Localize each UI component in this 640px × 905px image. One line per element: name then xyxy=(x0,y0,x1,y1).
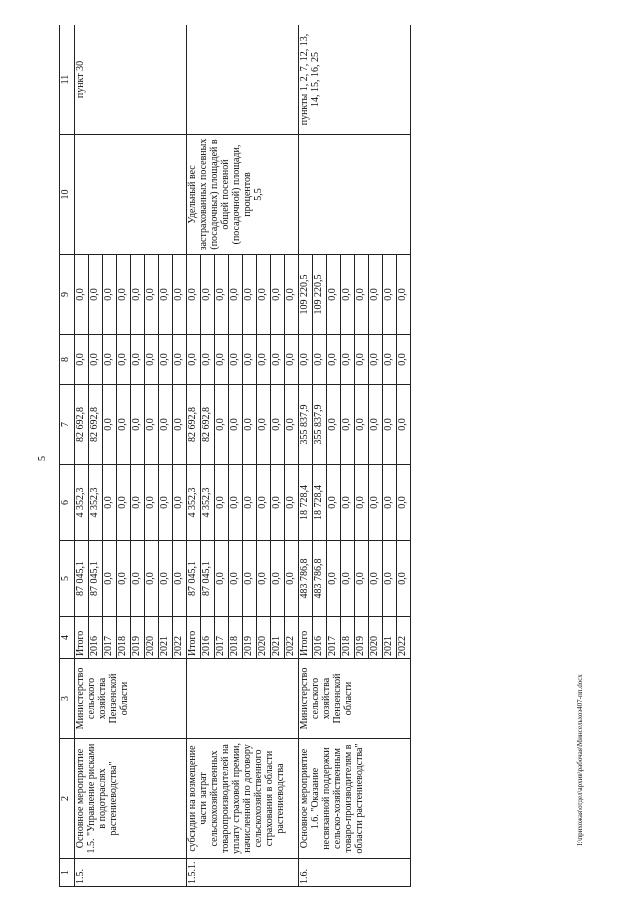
amount-cell: 0,0 xyxy=(229,541,243,617)
amount-cell: 0,0 xyxy=(341,385,355,465)
amount-cell: 0,0 xyxy=(103,541,117,617)
header-cell: 5 xyxy=(60,541,75,617)
header-cell: 11 xyxy=(60,25,75,135)
year-cell: 2019 xyxy=(131,617,145,659)
year-cell: Итого xyxy=(299,617,313,659)
amount-cell: 0,0 xyxy=(215,335,229,385)
table-wrapper xyxy=(59,25,627,887)
indicator-cell xyxy=(299,135,411,255)
amount-cell: 0,0 xyxy=(383,465,397,541)
amount-cell: 0,0 xyxy=(271,255,285,335)
executor: Министерство сельского хозяйства Пензенской области xyxy=(75,659,187,739)
year-cell: 2019 xyxy=(243,617,257,659)
amount-cell: 355 837,9 xyxy=(299,385,313,465)
amount-cell: 0,0 xyxy=(327,255,341,335)
amount-cell: 0,0 xyxy=(145,335,159,385)
amount-cell: 0,0 xyxy=(285,465,299,541)
amount-cell: 0,0 xyxy=(369,465,383,541)
header-cell: 1 xyxy=(60,859,75,887)
year-cell: 2022 xyxy=(397,617,411,659)
executor: Министерство сельского хозяйства Пензенской области xyxy=(299,659,411,739)
amount-cell: 0,0 xyxy=(145,541,159,617)
amount-cell: 87 045,1 xyxy=(187,541,201,617)
header-row xyxy=(60,25,75,887)
header-cell: 8 xyxy=(60,335,75,385)
amount-cell: 0,0 xyxy=(103,255,117,335)
year-cell: 2016 xyxy=(201,617,215,659)
amount-cell: 0,0 xyxy=(229,385,243,465)
amount-cell: 0,0 xyxy=(341,465,355,541)
year-cell: 2019 xyxy=(355,617,369,659)
amount-cell: 0,0 xyxy=(117,541,131,617)
amount-cell: 0,0 xyxy=(285,335,299,385)
amount-cell: 4 352,3 xyxy=(89,465,103,541)
amount-cell: 0,0 xyxy=(75,335,89,385)
amount-cell: 0,0 xyxy=(229,465,243,541)
amount-cell: 0,0 xyxy=(103,465,117,541)
row-code: 1.5. xyxy=(75,859,187,887)
amount-cell: 0,0 xyxy=(369,541,383,617)
amount-cell: 0,0 xyxy=(159,335,173,385)
amount-cell: 0,0 xyxy=(159,255,173,335)
amount-cell: 0,0 xyxy=(327,465,341,541)
indicator-cell xyxy=(75,135,187,255)
amount-cell: 0,0 xyxy=(369,385,383,465)
amount-cell: 0,0 xyxy=(75,255,89,335)
header-cell: 6 xyxy=(60,465,75,541)
year-cell: 2020 xyxy=(145,617,159,659)
table-row xyxy=(187,25,201,887)
indicator-value: 5,5 xyxy=(253,188,264,201)
amount-cell: 0,0 xyxy=(145,385,159,465)
amount-cell: 0,0 xyxy=(201,255,215,335)
amount-cell: 0,0 xyxy=(313,335,327,385)
year-cell: 2017 xyxy=(215,617,229,659)
year-cell: Итого xyxy=(75,617,89,659)
row-code: 1.5.1. xyxy=(187,859,299,887)
indicator-cell xyxy=(187,135,299,255)
amount-cell: 0,0 xyxy=(131,385,145,465)
amount-cell: 0,0 xyxy=(327,335,341,385)
year-cell: 2017 xyxy=(103,617,117,659)
activity-name: субсидии на возмещение части затрат сельскохозяйственных товаропроизводителей на уплату страховой премии, начисленной по договору сельскохозяйственного страхования в области растениеводства xyxy=(187,739,299,859)
year-cell: 2021 xyxy=(271,617,285,659)
amount-cell: 0,0 xyxy=(159,541,173,617)
amount-cell: 0,0 xyxy=(271,335,285,385)
header-cell: 10 xyxy=(60,135,75,255)
amount-cell: 18 728,4 xyxy=(313,465,327,541)
amount-cell: 0,0 xyxy=(271,541,285,617)
amount-cell: 0,0 xyxy=(397,255,411,335)
table-body xyxy=(75,25,411,887)
table-row xyxy=(75,25,89,887)
amount-cell: 0,0 xyxy=(355,465,369,541)
program-table xyxy=(59,25,411,887)
header-cell: 4 xyxy=(60,617,75,659)
amount-cell: 0,0 xyxy=(117,255,131,335)
amount-cell: 0,0 xyxy=(341,541,355,617)
indicator-text: Удельный вес застрахованных посевных (посадочных) площадей в общей посевной (посадочной) площади, процентов xyxy=(187,138,253,251)
amount-cell: 0,0 xyxy=(327,541,341,617)
amount-cell: 0,0 xyxy=(243,541,257,617)
footer-file-path: I:\прихожая\отдел\архив\рабочая\Минсельхоз407-пп.docx xyxy=(576,674,584,846)
amount-cell: 0,0 xyxy=(243,335,257,385)
amount-cell: 4 352,3 xyxy=(75,465,89,541)
amount-cell: 0,0 xyxy=(145,465,159,541)
amount-cell: 0,0 xyxy=(145,255,159,335)
amount-cell: 0,0 xyxy=(383,335,397,385)
page-number: 5 xyxy=(37,456,48,461)
amount-cell: 87 045,1 xyxy=(75,541,89,617)
amount-cell: 0,0 xyxy=(89,335,103,385)
amount-cell: 109 220,5 xyxy=(299,255,313,335)
amount-cell: 0,0 xyxy=(173,385,187,465)
amount-cell: 0,0 xyxy=(397,541,411,617)
amount-cell: 0,0 xyxy=(215,255,229,335)
amount-cell: 0,0 xyxy=(201,335,215,385)
amount-cell: 0,0 xyxy=(243,385,257,465)
amount-cell: 82 692,8 xyxy=(75,385,89,465)
amount-cell: 0,0 xyxy=(229,335,243,385)
amount-cell: 0,0 xyxy=(187,335,201,385)
amount-cell: 0,0 xyxy=(355,255,369,335)
amount-cell: 87 045,1 xyxy=(89,541,103,617)
amount-cell: 0,0 xyxy=(173,335,187,385)
amount-cell: 0,0 xyxy=(369,335,383,385)
amount-cell: 0,0 xyxy=(383,385,397,465)
executor xyxy=(187,659,299,739)
activity-name: Основное мероприятие 1.5. "Управление рисками в подотраслях растениеводства" xyxy=(75,739,187,859)
amount-cell: 4 352,3 xyxy=(201,465,215,541)
amount-cell: 0,0 xyxy=(285,541,299,617)
amount-cell: 0,0 xyxy=(257,255,271,335)
year-cell: 2018 xyxy=(117,617,131,659)
amount-cell: 109 220,5 xyxy=(313,255,327,335)
amount-cell: 0,0 xyxy=(159,465,173,541)
amount-cell: 0,0 xyxy=(341,255,355,335)
note-cell xyxy=(187,25,299,135)
amount-cell: 0,0 xyxy=(117,335,131,385)
amount-cell: 0,0 xyxy=(397,385,411,465)
note-cell: пункт 30 xyxy=(75,25,187,135)
amount-cell: 0,0 xyxy=(173,465,187,541)
amount-cell: 0,0 xyxy=(215,541,229,617)
year-cell: 2017 xyxy=(327,617,341,659)
year-cell: 2016 xyxy=(313,617,327,659)
amount-cell: 0,0 xyxy=(285,255,299,335)
amount-cell: 0,0 xyxy=(173,541,187,617)
year-cell: 2016 xyxy=(89,617,103,659)
amount-cell: 0,0 xyxy=(369,255,383,335)
amount-cell: 0,0 xyxy=(117,465,131,541)
year-cell: 2018 xyxy=(229,617,243,659)
amount-cell: 0,0 xyxy=(131,541,145,617)
activity-name: Основное мероприятие 1.6. "Оказание несвязанной поддержки сельско-хозяйственным товаро-производителям в области растениеводства" xyxy=(299,739,411,859)
amount-cell: 0,0 xyxy=(285,385,299,465)
amount-cell: 0,0 xyxy=(341,335,355,385)
amount-cell: 0,0 xyxy=(243,255,257,335)
year-cell: 2021 xyxy=(383,617,397,659)
row-code: 1.6. xyxy=(299,859,411,887)
year-cell: 2021 xyxy=(159,617,173,659)
note-cell: пункты 1, 2, 7, 12, 13, 14, 15, 16, 25 xyxy=(299,25,411,135)
amount-cell: 0,0 xyxy=(103,335,117,385)
amount-cell: 0,0 xyxy=(327,385,341,465)
table-row xyxy=(299,25,313,887)
year-cell: 2022 xyxy=(173,617,187,659)
amount-cell: 483 786,8 xyxy=(299,541,313,617)
amount-cell: 0,0 xyxy=(173,255,187,335)
header-cell: 7 xyxy=(60,385,75,465)
year-cell: 2020 xyxy=(257,617,271,659)
header-cell: 2 xyxy=(60,739,75,859)
amount-cell: 4 352,3 xyxy=(187,465,201,541)
amount-cell: 82 692,8 xyxy=(89,385,103,465)
amount-cell: 0,0 xyxy=(257,465,271,541)
year-cell: 2020 xyxy=(369,617,383,659)
amount-cell: 0,0 xyxy=(299,335,313,385)
amount-cell: 0,0 xyxy=(257,541,271,617)
amount-cell: 0,0 xyxy=(397,335,411,385)
amount-cell: 0,0 xyxy=(215,465,229,541)
amount-cell: 0,0 xyxy=(89,255,103,335)
amount-cell: 0,0 xyxy=(131,335,145,385)
amount-cell: 0,0 xyxy=(159,385,173,465)
amount-cell: 0,0 xyxy=(383,541,397,617)
amount-cell: 0,0 xyxy=(271,465,285,541)
amount-cell: 0,0 xyxy=(131,255,145,335)
rotated-table xyxy=(59,25,627,887)
amount-cell: 0,0 xyxy=(355,335,369,385)
amount-cell: 0,0 xyxy=(383,255,397,335)
amount-cell: 0,0 xyxy=(117,385,131,465)
amount-cell: 0,0 xyxy=(243,465,257,541)
amount-cell: 82 692,8 xyxy=(187,385,201,465)
year-cell: 2018 xyxy=(341,617,355,659)
amount-cell: 0,0 xyxy=(215,385,229,465)
amount-cell: 0,0 xyxy=(187,255,201,335)
amount-cell: 0,0 xyxy=(397,465,411,541)
amount-cell: 0,0 xyxy=(103,385,117,465)
amount-cell: 483 786,8 xyxy=(313,541,327,617)
amount-cell: 0,0 xyxy=(355,541,369,617)
amount-cell: 0,0 xyxy=(131,465,145,541)
amount-cell: 355 837,9 xyxy=(313,385,327,465)
amount-cell: 0,0 xyxy=(355,385,369,465)
year-cell: Итого xyxy=(187,617,201,659)
amount-cell: 87 045,1 xyxy=(201,541,215,617)
amount-cell: 0,0 xyxy=(229,255,243,335)
amount-cell: 0,0 xyxy=(271,385,285,465)
amount-cell: 0,0 xyxy=(257,385,271,465)
amount-cell: 18 728,4 xyxy=(299,465,313,541)
amount-cell: 82 692,8 xyxy=(201,385,215,465)
header-cell: 9 xyxy=(60,255,75,335)
header-cell: 3 xyxy=(60,659,75,739)
year-cell: 2022 xyxy=(285,617,299,659)
amount-cell: 0,0 xyxy=(257,335,271,385)
